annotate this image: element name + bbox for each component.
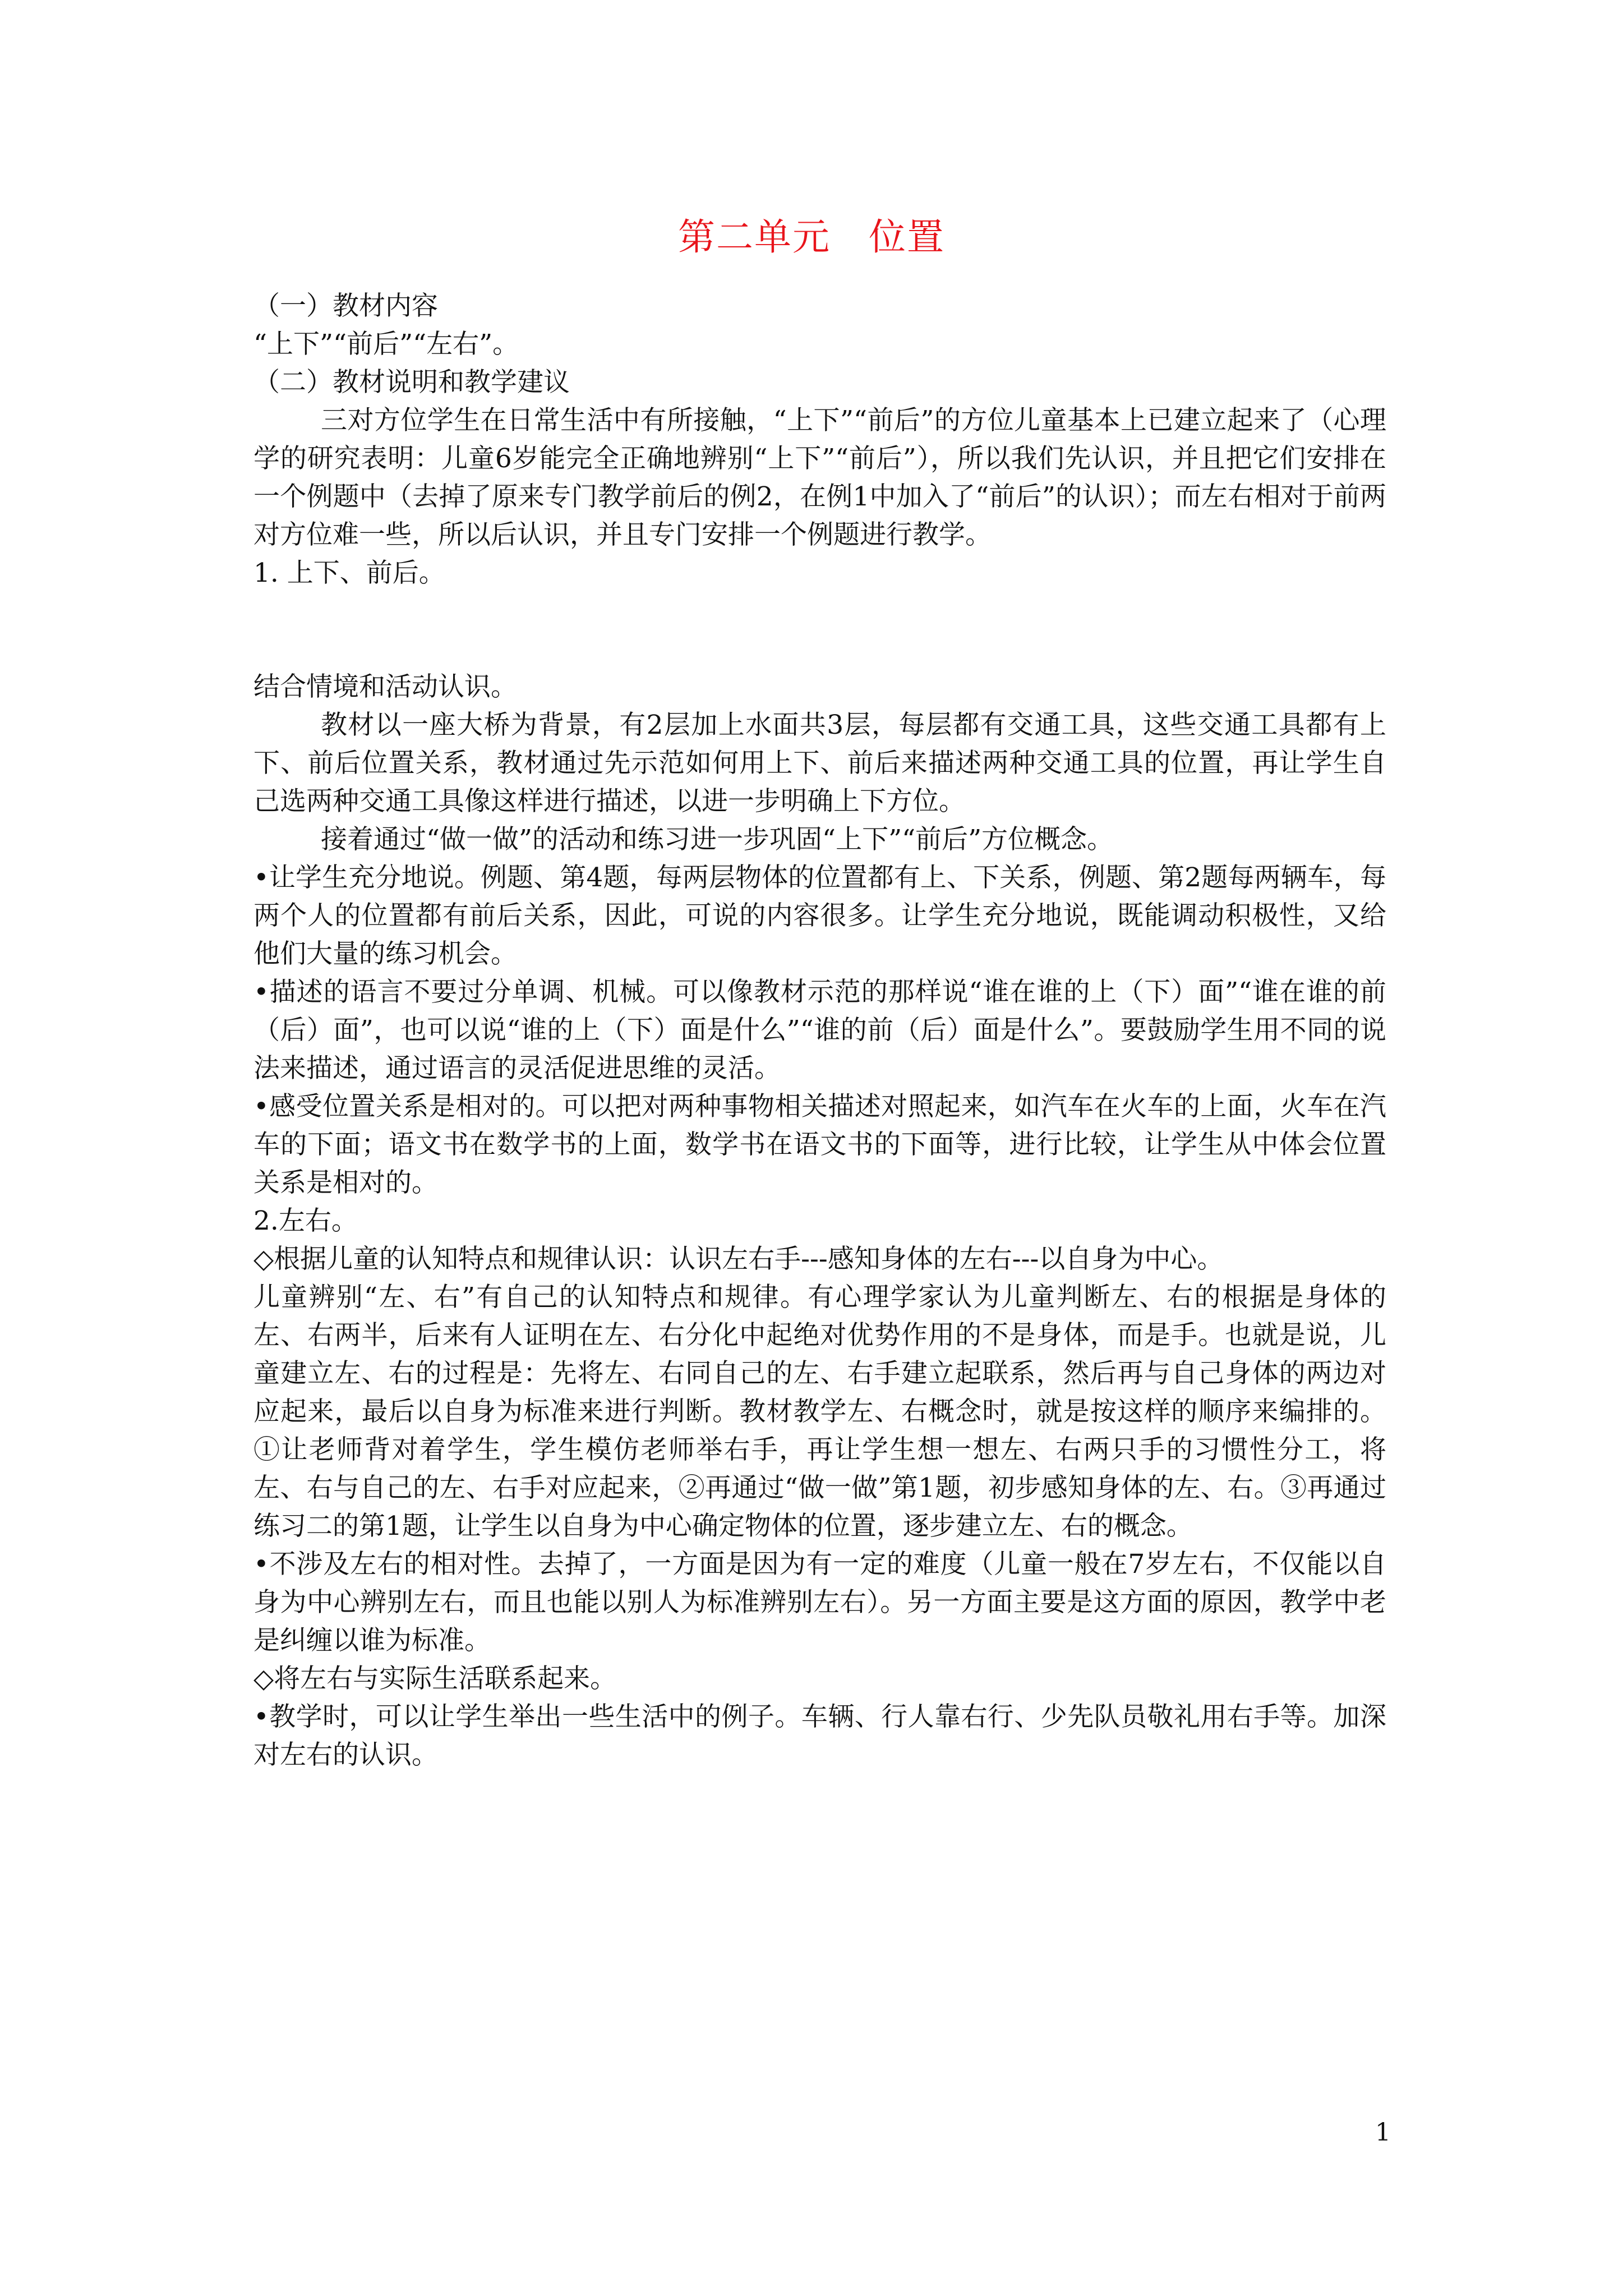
intro-paragraph: 三对方位学生在日常生活中有所接触，“上下”“前后”的方位儿童基本上已建立起来了（心理学的研究表明：儿童6岁能完全正确地辨别“上下”“前后”），所以我们先认识，并且把它们安排在一个例题中（去掉了原来专门教学前后的例2，在例1中加入了“前后”的认识）；而左右相对于前两对方位难一些，所以后认识，并且专门安排一个例题进行教学。 — [253, 405, 1386, 550]
subsection-heading-left-right: 2.左右。 — [253, 1205, 358, 1236]
subsection-heading-up-down: 1. 上下、前后。 — [253, 558, 445, 588]
diamond-point-real-life: ◇将左右与实际生活联系起来。 — [253, 1663, 617, 1694]
content-line: “上下”“前后”“左右”。 — [253, 329, 519, 360]
practice-paragraph: 接着通过“做一做”的活动和练习进一步巩固“上下”“前后”方位概念。 — [321, 824, 1114, 855]
context-heading: 结合情境和活动认识。 — [253, 671, 517, 702]
section-heading-content: （一）教材内容 — [253, 291, 438, 321]
diamond-point-cognition: ◇根据儿童的认知特点和规律认识：认识左右手---感知身体的左右---以自身为中心。 — [253, 1244, 1224, 1274]
blank-gap — [253, 592, 1386, 668]
bullet-speak-fully: •让学生充分地说。例题、第4题，每两层物体的位置都有上、下关系，例题、第2题每两辆车，每两个人的位置都有前后关系，因此，可说的内容很多。让学生充分地说，既能调动积极性，又给他们大量的练习机会。 — [253, 862, 1386, 969]
bullet-examples: •教学时，可以让学生举出一些生活中的例子。车辆、行人靠右行、少先队员敬礼用右手等。加深对左右的认识。 — [253, 1701, 1386, 1770]
bullet-relative-position: •感受位置关系是相对的。可以把对两种事物相关描述对照起来，如汽车在火车的上面，火车在汽车的下面；语文书在数学书的上面，数学书在语文书的下面等，进行比较，让学生从中体会位置关系是相对的。 — [253, 1091, 1386, 1198]
page-number: 1 — [1375, 2118, 1391, 2147]
bridge-paragraph: 教材以一座大桥为背景，有2层加上水面共3层，每层都有交通工具，这些交通工具都有上下、前后位置关系，教材通过先示范如何用上下、前后来描述两种交通工具的位置，再让学生自己选两种交通工具像这样进行描述，以进一步明确上下方位。 — [253, 710, 1386, 817]
document-body — [253, 287, 1386, 1774]
cognition-paragraph: 儿童辨别“左、右”有自己的认知特点和规律。有心理学家认为儿童判断左、右的根据是身体的左、右两半，后来有人证明在左、右分化中起绝对优势作用的不是身体，而是手。也就是说，儿童建立左、右的过程是：先将左、右同自己的左、右手建立起联系，然后再与自己身体的两边对应起来，最后以自身为标准来进行判断。教材教学左、右概念时，就是按这样的顺序来编排的。①让老师背对着学生，学生模仿老师举右手，再让学生想一想左、右两只手的习惯性分工，将左、右与自己的左、右手对应起来，②再通过“做一做”第1题，初步感知身体的左、右。③再通过练习二的第1题，让学生以自身为中心确定物体的位置，逐步建立左、右的概念。 — [253, 1282, 1386, 1542]
bullet-no-relativity: •不涉及左右的相对性。去掉了，一方面是因为有一定的难度（儿童一般在7岁左右，不仅能以自身为中心辨别左右，而且也能以别人为标准辨别左右）。另一方面主要是这方面的原因，教学中老是纠缠以谁为标准。 — [253, 1549, 1386, 1656]
page-title: 第二单元 位置 — [678, 215, 945, 259]
bullet-language: •描述的语言不要过分单调、机械。可以像教材示范的那样说“谁在谁的上（下）面”“谁在谁的前（后）面”，也可以说“谁的上（下）面是什么”“谁的前（后）面是什么”。要鼓励学生用不同的说法来描述，通过语言的灵活促进思维的灵活。 — [253, 977, 1386, 1084]
section-heading-explanation: （二）教材说明和教学建议 — [253, 367, 570, 398]
